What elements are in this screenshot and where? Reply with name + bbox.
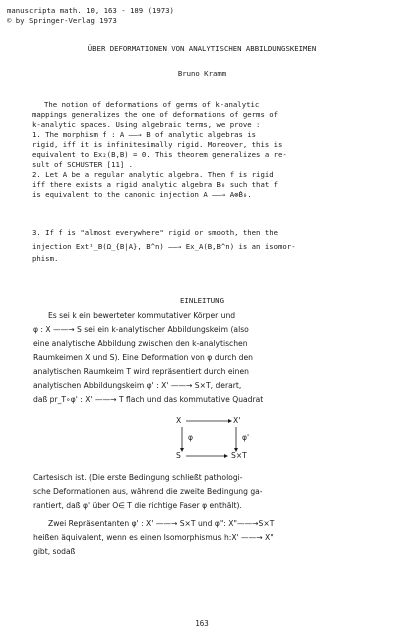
body-line: analytischen Raumkeim T wird repräsentiert durch einen xyxy=(33,367,249,376)
body-line: gibt, sodaß xyxy=(33,547,76,556)
abstract-line: iff there exists a rigid analytic algebra B₀ such that f xyxy=(32,180,279,189)
diagram-label-right: φ' xyxy=(242,433,250,442)
abstract-line: 1. The morphism f : A ——→ B of analytic algebras is xyxy=(32,130,257,139)
abstract-line: 2. Let A be a regular analytic algebra. Then f is rigid xyxy=(32,170,274,179)
body-line: Zwei Repräsentanten φ' : X' ——→ S×T und φ": X"——→S×T xyxy=(48,519,275,528)
body-line: analytischen Abbildungskeim φ' : X' ——→ S×T, derart, xyxy=(33,381,242,390)
body-line: Raumkeimen X und S). Eine Deformation von φ durch den xyxy=(33,353,253,362)
diagram-node-top-left: X xyxy=(176,416,182,425)
body-line: daß pr_T∘φ' : X' ——→ T flach und das kommutative Quadrat xyxy=(33,395,264,404)
section-title: EINLEITUNG xyxy=(180,296,224,305)
abstract-line: sult of SCHUSTER [11] . xyxy=(32,160,134,169)
abstract-line: rigid, iff it is infinitesimally rigid. Moreover, this is xyxy=(32,140,283,149)
body-line: Es sei k ein bewerteter kommutativer Körper und xyxy=(48,311,236,320)
body-line: heißen äquivalent, wenn es einen Isomorphismus h:X' ——→ X" xyxy=(33,533,274,542)
diagram-node-bottom-left: S xyxy=(176,451,181,460)
body-line: φ : X ——→ S sei ein k-analytischer Abbildungskeim (also xyxy=(33,325,249,334)
page-number: 163 xyxy=(195,619,209,628)
author-name: Bruno Kramm xyxy=(177,69,227,78)
body-line: rantiert, daß φ' über O∈ T die richtige Faser φ enthält). xyxy=(33,501,242,510)
abstract-line: mappings generalizes the one of deformations of germs of xyxy=(32,110,279,119)
abstract-line: The notion of deformations of germs of k-analytic xyxy=(44,100,260,109)
copyright-line: © by Springer-Verlag 1973 xyxy=(7,16,117,25)
body-line: eine analytische Abbildung zwischen den k-analytischen xyxy=(33,339,248,348)
body-line: sche Deformationen aus, während die zweite Bedingung ga- xyxy=(33,487,263,496)
diagram-label-left: φ xyxy=(188,433,194,442)
diagram-node-top-right: X' xyxy=(233,416,241,425)
journal-header: manuscripta math. 10, 163 - 189 (1973) xyxy=(7,6,174,15)
commutative-square xyxy=(160,415,260,465)
abstract-line: 3. If f is "almost everywhere" rigid or smooth, then the xyxy=(32,228,279,237)
body-line: Cartesisch ist. (Die erste Bedingung schließt pathologi- xyxy=(33,473,243,482)
paper-title: ÜBER DEFORMATIONEN VON ANALYTISCHEN ABBILDUNGSKEIMEN xyxy=(87,44,317,53)
diagram-node-bottom-right: S×T xyxy=(231,451,247,460)
abstract-line: is equivalent to the canonic injection A ——→ A⊗̂B₀. xyxy=(32,190,252,199)
abstract-line: equivalent to Ex₂(B,B) = 0. This theorem generalizes a re- xyxy=(32,150,287,159)
abstract-line: injection Ext¹_B(Ω_{B|A}, B^n) ——→ Ex_A(B,B^n) is an isomor- xyxy=(32,242,296,251)
abstract-line: k-analytic spaces. Using algebraic terms, we prove : xyxy=(32,120,261,129)
abstract-line: phism. xyxy=(32,254,59,263)
